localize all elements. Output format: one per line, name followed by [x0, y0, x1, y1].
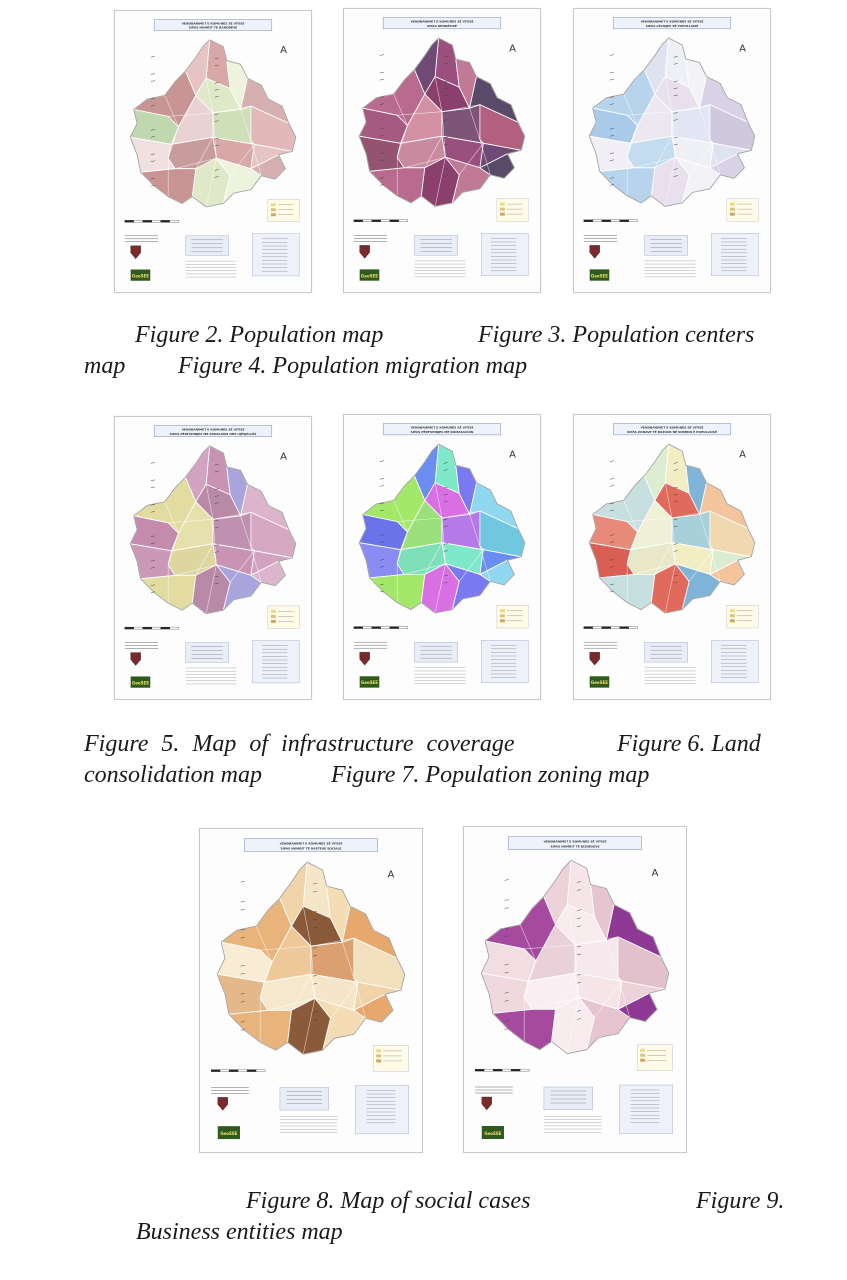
legend-swatch [271, 610, 276, 613]
settlement-label-mark [610, 55, 614, 56]
geosee-logo-text: GeoSEE [360, 680, 379, 686]
settlement-label-mark [151, 56, 155, 57]
settlement-label-mark [610, 79, 614, 80]
scale-bar-segment [247, 1070, 256, 1072]
settlement-label-mark [151, 480, 155, 481]
scale-bar-segment [152, 627, 161, 629]
scale-bar-segment [143, 627, 152, 629]
settlement-label-mark [610, 478, 614, 479]
scale-bar-segment [256, 1070, 265, 1072]
scale-bar-segment [134, 220, 143, 222]
caption-figure-6-continued: consolidation map [84, 762, 262, 788]
caption-figure-3: Figure 3. Population centers [478, 322, 755, 348]
legend-swatch [730, 213, 735, 216]
settlement-list-box [252, 234, 299, 276]
legend-swatch [730, 203, 735, 206]
map-sheet-figure-2 [114, 10, 312, 293]
map-title-line-2: SIPAS DENDËSISË [427, 23, 457, 28]
scale-bar-segment [611, 627, 620, 629]
map-title-line-2: SIPAS PËRFSHIRJES ME KOMASACION [410, 429, 474, 434]
coat-of-arms-icon [218, 1097, 228, 1110]
legend-box [637, 1045, 673, 1071]
scale-bar-segment [620, 220, 629, 222]
settlement-label-mark [610, 461, 614, 462]
scale-bar-segment [390, 627, 399, 629]
legend-swatch [271, 208, 276, 211]
legend-swatch [730, 619, 735, 622]
settlement-label-mark [380, 72, 384, 73]
legend-swatch [730, 609, 735, 612]
scale-bar-segment [372, 220, 381, 222]
credits-box [415, 235, 458, 255]
map-figure [200, 829, 422, 1152]
map-title-line-2: SIPAS LËVIZJES SË POPULLSISË [645, 23, 699, 28]
scale-bar-segment [475, 1069, 484, 1071]
legend-swatch [376, 1049, 381, 1052]
map-sheet-figure-5 [114, 416, 312, 700]
scale-bar-segment [399, 220, 408, 222]
map-title-line-1: VENDBANIMET E KOMUNËS SË VITISË [640, 19, 704, 24]
caption-figure-2-continued: map [84, 353, 126, 379]
caption-figure-2: Figure 2. Population map [135, 322, 384, 348]
scale-bar-segment [381, 627, 390, 629]
scale-bar-segment [125, 627, 134, 629]
settlement-list-box [711, 640, 758, 683]
scale-bar-segment [381, 220, 390, 222]
credits-box [645, 642, 688, 662]
map-title-line-2: SIPAS PËRFSHIRJES ME KANALIZIM DHE UJËSJELLËS [169, 431, 257, 436]
settlement-label-mark [241, 881, 245, 882]
geosee-logo-text: GeoSEE [131, 273, 150, 279]
municipality-map [589, 38, 755, 206]
municipality-map [481, 860, 669, 1053]
settlement-label-mark [380, 55, 384, 56]
map-title-line-2: SIPAS ZONAVE TË BAZUAR NË NUMRIN E POPULLSISË [627, 429, 717, 434]
north-arrow-icon: A [387, 869, 395, 881]
map-figure [115, 11, 311, 292]
legend-swatch [730, 208, 735, 211]
legend-swatch [640, 1049, 645, 1052]
scale-bar-segment [584, 627, 593, 629]
map-title-line-1: VENDBANIMET E KOMUNËS SË VITISË [410, 19, 474, 24]
geosee-logo-text: GeoSEE [131, 680, 150, 686]
map-figure [115, 417, 311, 699]
map-sheet-figure-8 [199, 828, 423, 1153]
settlement-label-mark [151, 487, 155, 488]
scale-bar-segment [484, 1069, 493, 1071]
scale-bar-segment [143, 220, 152, 222]
scale-bar-segment [602, 220, 611, 222]
settlement-list-box [711, 233, 758, 275]
coat-of-arms-icon [131, 653, 141, 666]
caption-figure-5: Figure 5. Map of infrastructure coverage [84, 731, 515, 757]
geosee-logo-text: GeoSEE [590, 273, 609, 279]
scale-bar-segment [611, 220, 620, 222]
caption-figure-7: Figure 7. Population zoning map [331, 762, 650, 788]
legend-swatch [500, 614, 505, 617]
scale-bar-segment [629, 220, 638, 222]
scale-bar-segment [511, 1069, 520, 1071]
settlement-label-mark [151, 81, 155, 82]
geosee-logo-text: GeoSEE [590, 680, 609, 686]
scale-bar-segment [125, 220, 134, 222]
map-title-line-1: VENDBANIMET E KOMUNËS SË VITISË [640, 425, 704, 430]
scale-bar-segment [170, 627, 179, 629]
coat-of-arms-icon [360, 652, 370, 665]
map-title-line-1: VENDBANIMET E KOMUNËS SË VITISË [181, 427, 245, 432]
coat-of-arms-icon [590, 245, 600, 258]
scale-bar-segment [161, 220, 170, 222]
geosee-logo-text: GeoSEE [220, 1131, 238, 1137]
geosee-logo-text: GeoSEE [484, 1131, 502, 1137]
settlement-list-box [619, 1085, 672, 1134]
scale-bar-segment [502, 1069, 511, 1071]
scale-bar-segment [390, 220, 399, 222]
settlement-list-box [355, 1085, 408, 1133]
north-arrow-icon: A [280, 451, 287, 463]
municipality-map [130, 446, 296, 614]
caption-figure-6: Figure 6. Land [617, 731, 761, 757]
caption-figure-9-continued: Business entities map [136, 1219, 343, 1245]
credits-box [186, 643, 229, 663]
scale-bar-segment [593, 627, 602, 629]
settlement-list-box [252, 641, 299, 683]
scale-bar-segment [520, 1069, 529, 1071]
legend-swatch [376, 1054, 381, 1057]
legend-swatch [271, 620, 276, 623]
caption-figure-8: Figure 8. Map of social cases [246, 1188, 531, 1214]
settlement-list-box [481, 640, 528, 683]
legend-swatch [640, 1059, 645, 1062]
settlement-label-mark [380, 478, 384, 479]
legend-swatch [640, 1054, 645, 1057]
scale-bar-segment [493, 1069, 502, 1071]
settlement-label-mark [380, 461, 384, 462]
credits-box [544, 1087, 593, 1110]
scale-bar-segment [363, 220, 372, 222]
scale-bar-segment [161, 627, 170, 629]
coat-of-arms-icon [360, 245, 370, 258]
scale-bar-segment [620, 627, 629, 629]
credits-box [186, 236, 229, 256]
scale-bar-segment [134, 627, 143, 629]
scale-bar-segment [211, 1070, 220, 1072]
legend-swatch [376, 1059, 381, 1062]
caption-figure-9: Figure 9. [696, 1188, 785, 1214]
north-arrow-icon: A [280, 45, 287, 57]
map-title-line-1: VENDBANIMET E KOMUNËS SË VITISË [410, 425, 474, 430]
settlement-label-mark [505, 900, 509, 901]
credits-box [415, 642, 458, 662]
legend-swatch [271, 213, 276, 216]
coat-of-arms-icon [590, 652, 600, 665]
legend-swatch [730, 614, 735, 617]
map-figure [574, 415, 770, 699]
municipality-map [589, 444, 755, 613]
settlement-label-mark [610, 485, 614, 486]
settlement-label-mark [380, 485, 384, 486]
scale-bar-segment [238, 1070, 247, 1072]
scale-bar-segment [152, 220, 161, 222]
legend-swatch [271, 203, 276, 206]
scale-bar-segment [363, 627, 372, 629]
legend-swatch [500, 609, 505, 612]
scale-bar-segment [229, 1070, 238, 1072]
scale-bar-segment [354, 627, 363, 629]
map-figure [464, 827, 686, 1152]
map-figure [574, 9, 770, 292]
scale-bar-segment [170, 220, 179, 222]
settlement-label-mark [241, 909, 245, 910]
settlement-label-mark [610, 72, 614, 73]
legend-swatch [500, 208, 505, 211]
map-sheet-figure-3 [343, 8, 541, 293]
settlement-label-mark [505, 879, 509, 880]
municipality-map [359, 38, 525, 206]
scale-bar-segment [399, 627, 408, 629]
map-sheet-figure-7 [573, 414, 771, 700]
map-figure [344, 9, 540, 292]
municipality-map [359, 444, 525, 613]
legend-swatch [500, 203, 505, 206]
settlement-label-mark [151, 74, 155, 75]
map-title-line-1: VENDBANIMET E KOMUNËS SË VITISË [181, 21, 245, 26]
scale-bar-segment [372, 627, 381, 629]
settlement-label-mark [241, 901, 245, 902]
coat-of-arms-icon [482, 1097, 492, 1110]
municipality-map [217, 862, 405, 1054]
scale-bar-segment [602, 627, 611, 629]
map-title-line-1: VENDBANIMET E KOMUNËS SË VITISË [543, 839, 607, 844]
caption-figure-4: Figure 4. Population migration map [178, 353, 528, 379]
north-arrow-icon: A [509, 449, 516, 461]
scale-bar-segment [584, 220, 593, 222]
settlement-label-mark [151, 462, 155, 463]
map-title-line-1: VENDBANIMET E KOMUNËS SË VITISË [279, 841, 343, 846]
scale-bar-segment [593, 220, 602, 222]
north-arrow-icon: A [651, 867, 659, 879]
scale-bar-segment [354, 220, 363, 222]
map-sheet-figure-9 [463, 826, 687, 1153]
municipality-map [130, 40, 296, 207]
map-title-line-2: SIPAS NUMRIT TË RASTEVE SOCIALE [280, 846, 342, 851]
scale-bar-segment [629, 627, 638, 629]
settlement-list-box [481, 233, 528, 275]
map-sheet-figure-6 [343, 414, 541, 700]
legend-swatch [500, 213, 505, 216]
north-arrow-icon: A [509, 43, 516, 55]
credits-box [280, 1087, 329, 1110]
legend-swatch [500, 619, 505, 622]
geosee-logo-text: GeoSEE [360, 273, 379, 279]
settlement-label-mark [505, 908, 509, 909]
map-title-line-2: SIPAS NUMRIT TË BIZNESEVE [550, 844, 600, 849]
credits-box [645, 235, 688, 255]
coat-of-arms-icon [131, 246, 141, 259]
map-title-line-2: SIPAS NUMRIT TË BANORËVE [188, 25, 238, 30]
settlement-label-mark [380, 79, 384, 80]
map-sheet-figure-4 [573, 8, 771, 293]
map-figure [344, 415, 540, 699]
scale-bar-segment [220, 1070, 229, 1072]
legend-box [373, 1045, 409, 1071]
north-arrow-icon: A [739, 449, 746, 461]
legend-swatch [271, 615, 276, 618]
north-arrow-icon: A [739, 43, 746, 55]
